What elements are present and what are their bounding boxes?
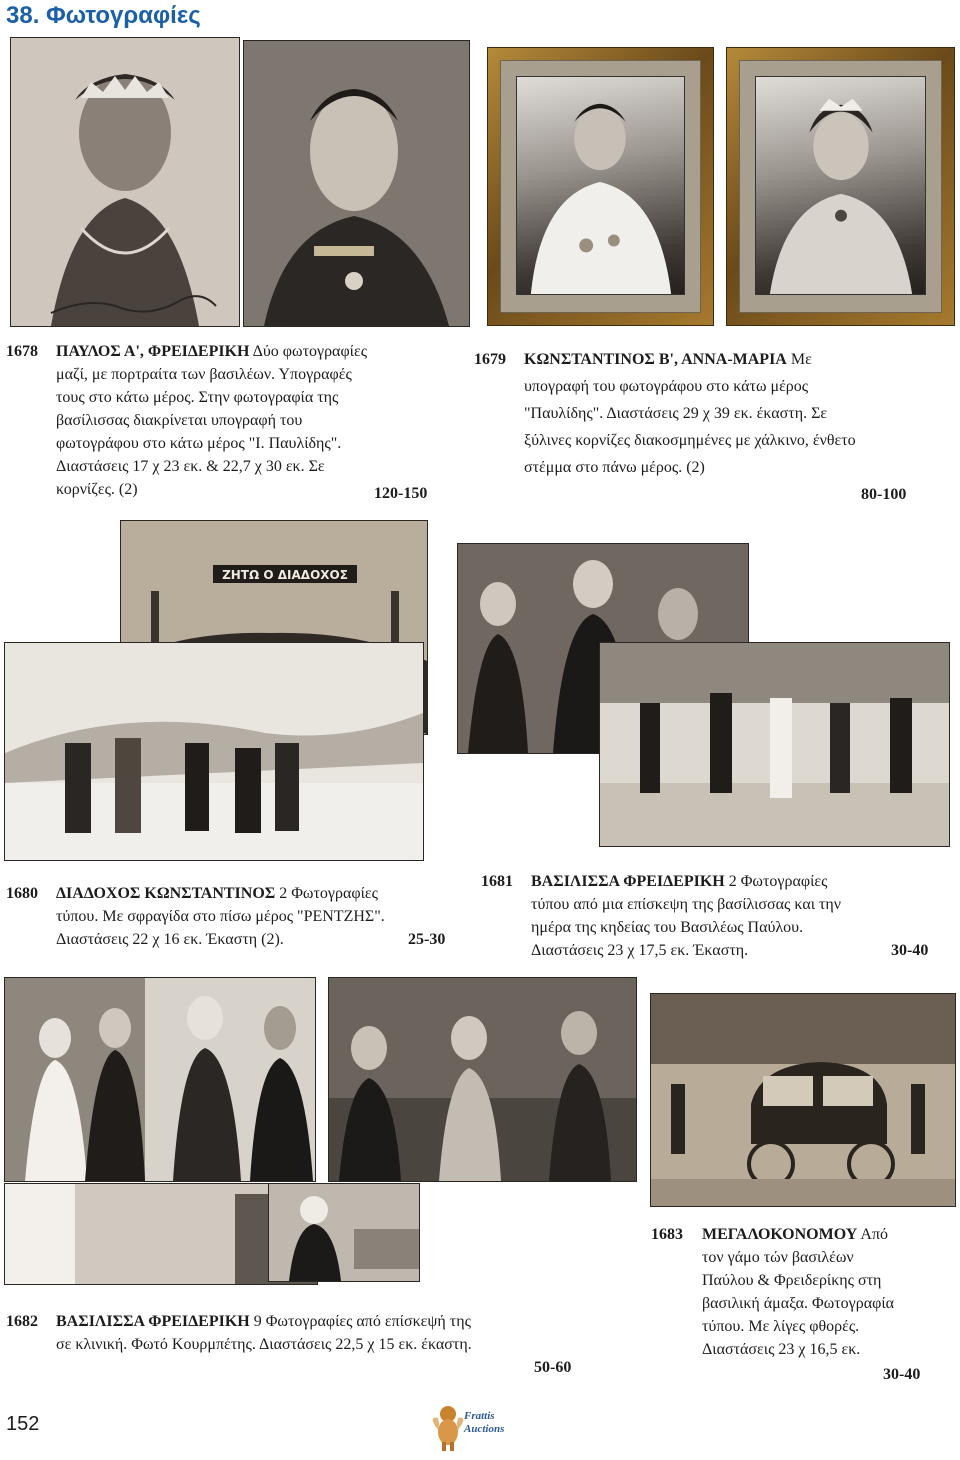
lot-number: 1682 xyxy=(6,1313,38,1330)
lot-1679 xyxy=(474,346,954,526)
lot-price: 120-150 xyxy=(374,485,428,502)
lot-description-line: ημέρα της κηδείας του Βασιλέως Παύλου. xyxy=(531,919,804,936)
photo-clinic-visit-4 xyxy=(268,1183,420,1282)
lot-1678 xyxy=(6,340,446,510)
lot-1680 xyxy=(6,882,456,962)
lot-title: ΒΑΣΙΛΙΣΣΑ ΦΡΕΙΔΕΡΙΚΗ xyxy=(56,1313,250,1330)
lot-description-line: βασιλική άμαξα. Φωτογραφία xyxy=(702,1295,895,1312)
lot-title: ΚΩΝΣΤΑΝΤΙΝΟΣ Β', ΑΝΝΑ-ΜΑΡΙΑ xyxy=(524,351,787,368)
lot-description-line: Διαστάσεις 23 χ 16,5 εκ. xyxy=(702,1341,861,1358)
lot-description-line: κορνίζες. (2) xyxy=(56,481,138,498)
lot-price: 50-60 xyxy=(534,1359,572,1376)
lot-number: 1681 xyxy=(481,873,513,890)
photo-clinic-visit-2 xyxy=(328,977,637,1182)
lot-description-line: φωτογράφου στο κάτω μέρος "Ι. Παυλίδης". xyxy=(56,435,342,452)
lot-number: 1683 xyxy=(651,1226,683,1243)
photo-clinic-visit-1 xyxy=(4,977,316,1182)
lot-description-line: υπογραφή του φωτογράφου στο κάτω μέρος xyxy=(524,378,809,395)
lot-description-line: 9 Φωτογραφίες από επίσκεψή της xyxy=(253,1313,471,1330)
lot-1683 xyxy=(651,1223,951,1393)
lot-description-line: βασίλισσας διακρίνεται υπογραφή του xyxy=(56,412,303,429)
lot-description-line: 2 Φωτογραφίες xyxy=(279,885,378,902)
lot-description-line: Από xyxy=(860,1226,889,1243)
banner-text: ΖΗΤΩ Ο ΔΙΑΔΟΧΟΣ xyxy=(222,568,348,582)
lot-description-line: Διαστάσεις 22 χ 16 εκ. Έκαστη (2). xyxy=(56,931,284,948)
lot-1682 xyxy=(6,1310,596,1390)
lot-price: 30-40 xyxy=(891,942,929,959)
cherub-icon xyxy=(430,1402,466,1452)
lot-description-line: Διαστάσεις 17 χ 23 εκ. & 22,7 χ 30 εκ. Σε xyxy=(56,458,325,475)
framed-photo-queen-anne-marie xyxy=(726,47,955,326)
framed-photo-king-constantine xyxy=(487,47,714,326)
lot-description-line: τύπου. Με σφραγίδα στο πίσω μέρος "ΡΕΝΤΖΗΣ". xyxy=(56,908,385,925)
page-number: 152 xyxy=(6,1413,40,1435)
lot-title: ΠΑΥΛΟΣ Α', ΦΡΕΙΔΕΡΙΚΗ xyxy=(56,343,250,360)
lot-description-line: Διαστάσεις 23 χ 17,5 εκ. Έκαστη. xyxy=(531,942,749,959)
lot-description-line: Παύλου & Φρειδερίκης στη xyxy=(702,1272,882,1289)
photo-queen-frederica-portrait xyxy=(10,37,240,327)
lot-description-line: τύπου. Με λίγες φθορές. xyxy=(702,1318,860,1335)
photo-royal-wedding-carriage xyxy=(650,993,956,1207)
lot-1681 xyxy=(481,870,951,970)
lot-description-line: τύπου από μια επίσκεψη της βασίλισσας και την xyxy=(531,896,842,913)
photo-queen-funeral-day xyxy=(599,642,950,847)
lot-number: 1678 xyxy=(6,343,38,360)
section-title: 38. Φωτογραφίες xyxy=(6,2,201,29)
lot-number: 1679 xyxy=(474,351,506,368)
lot-description-line: τους στο κάτω μέρος. Στην φωτογραφία της xyxy=(56,389,339,406)
lot-description-line: μαζί, με πορτραίτα των βασιλέων. Υπογραφές xyxy=(56,366,352,383)
lot-description-line: ξύλινες κορνίζες διακοσμημένες με χάλκινο, ένθετο xyxy=(524,432,856,449)
lot-title: ΒΑΣΙΛΙΣΣΑ ΦΡΕΙΔΕΡΙΚΗ xyxy=(531,873,725,890)
lot-title: ΔΙΑΔΟΧΟΣ ΚΩΝΣΤΑΝΤΙΝΟΣ xyxy=(56,885,276,902)
lot-description-line: Με xyxy=(790,351,812,368)
photo-king-paul-portrait xyxy=(243,40,470,327)
lot-description-line: "Παυλίδης". Διαστάσεις 29 χ 39 εκ. έκαστη. Σε xyxy=(524,405,828,422)
lot-price: 30-40 xyxy=(883,1366,921,1383)
lot-price: 25-30 xyxy=(408,931,446,948)
lot-number: 1680 xyxy=(6,885,38,902)
frattis-auctions-logo xyxy=(430,1402,526,1452)
lot-description-line: σε κλινική. Φωτό Κουρμπέτης. Διαστάσεις 22,5 χ 15 εκ. έκαστη. xyxy=(56,1336,472,1353)
logo-text-line2: Auctions xyxy=(464,1423,505,1435)
lot-description-line: τον γάμο τών βασιλέων xyxy=(702,1249,854,1266)
lot-price: 80-100 xyxy=(861,486,907,503)
lot-title: ΜΕΓΑΛΟΚΟΝΟΜΟΥ xyxy=(702,1226,858,1243)
photo-crown-prince-clergy xyxy=(4,642,424,861)
lot-description-line: Δύο φωτογραφίες xyxy=(252,343,368,360)
lot-description-line: 2 Φωτογραφίες xyxy=(728,873,828,890)
logo-text-line1: Frattis xyxy=(464,1410,495,1422)
lot-description-line: στέμμα στο πάνω μέρος. (2) xyxy=(524,459,705,476)
